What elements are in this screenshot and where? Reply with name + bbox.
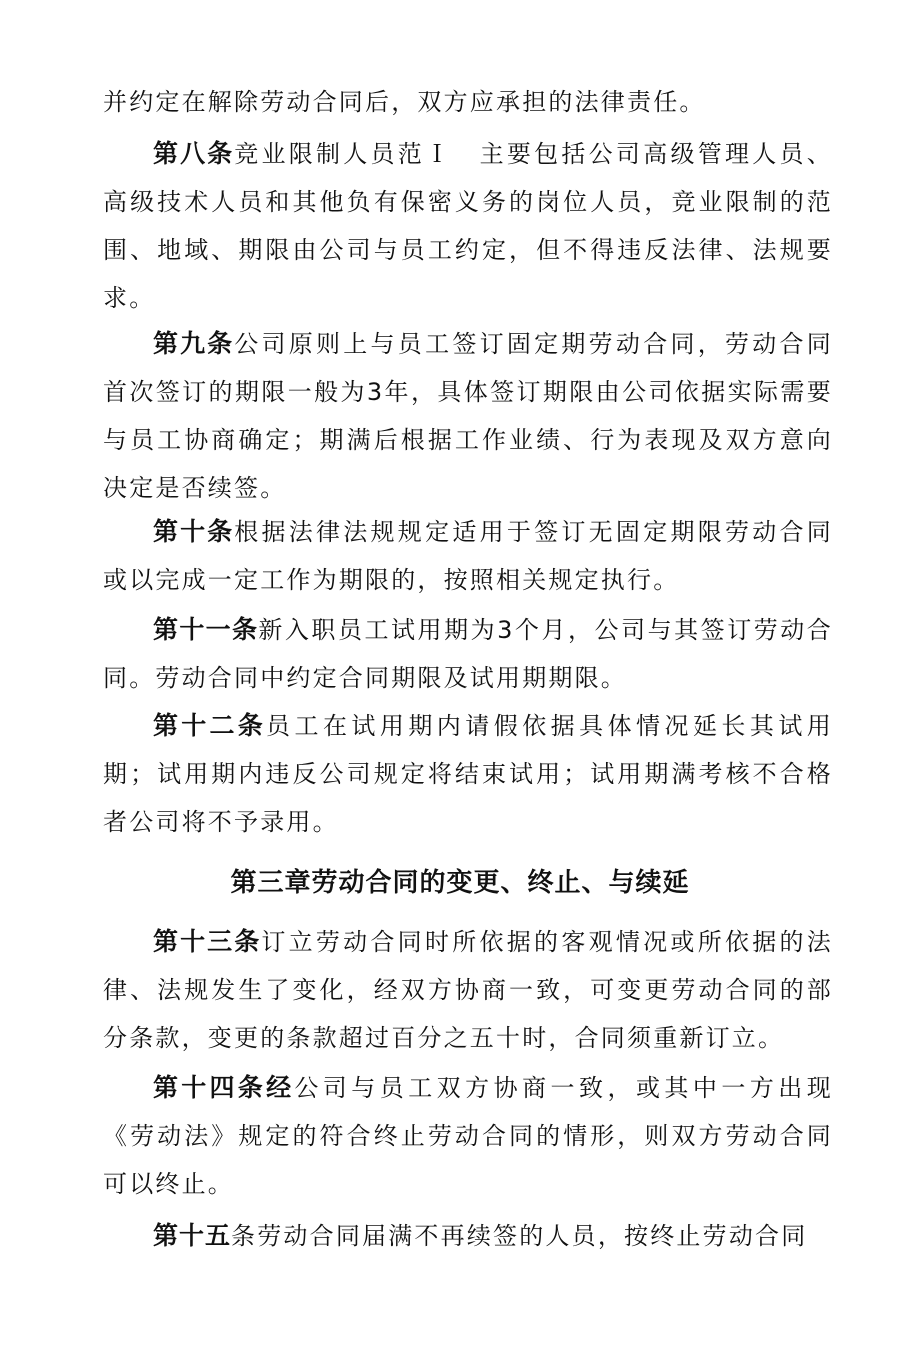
article-text: 竞业限制人员范Ｉ 主要包括公司高级管理人员、高级技术人员和其他负有保密义务的岗位人员，竞业限制的范围、地域、期限由公司与员工约定，但不得违反法律、法规要求。 xyxy=(103,140,833,312)
article-heading: 第八条 xyxy=(153,139,235,168)
article-12 xyxy=(103,702,833,846)
intro-paragraph: 并约定在解除劳动合同后，双方应承担的法律责任。 xyxy=(103,88,706,116)
chapter-title: 第三章劳动合同的变更、终止、与续延 xyxy=(230,868,690,898)
article-heading: 第十二条 xyxy=(153,711,267,740)
article-text: 条劳动合同届满不再续签的人员，按终止劳动合同 xyxy=(231,1222,808,1250)
article-text: 公司与员工双方协商一致，或其中一方出现《劳动法》规定的符合终止劳动合同的情形，则双方劳动合同可以终止。 xyxy=(103,1074,833,1198)
article-8 xyxy=(103,130,833,322)
article-text: 员工在试用期内请假依据具体情况延长其试用期；试用期内违反公司规定将结束试用；试用期满考核不合格者公司将不予录用。 xyxy=(103,712,833,836)
article-14 xyxy=(103,1064,833,1208)
article-heading: 第十三条 xyxy=(153,927,262,956)
article-heading: 第十五 xyxy=(153,1221,232,1250)
article-13 xyxy=(103,918,833,1062)
article-10 xyxy=(103,508,833,604)
article-text: 公司原则上与员工签订固定期劳动合同，劳动合同首次签订的期限一般为3年，具体签订期限由公司依据实际需要与员工协商确定；期满后根据工作业绩、行为表现及双方意向决定是否续签。 xyxy=(103,330,833,502)
article-text: 订立劳动合同时所依据的客观情况或所依据的法律、法规发生了变化，经双方协商一致，可变更劳动合同的部分条款，变更的条款超过百分之五十时，合同须重新订立。 xyxy=(103,928,833,1052)
article-heading: 第十一条 xyxy=(153,615,259,644)
article-11 xyxy=(103,606,833,702)
article-heading: 第十条 xyxy=(153,517,235,546)
article-text: 根据法律法规规定适用于签订无固定期限劳动合同或以完成一定工作为期限的，按照相关规定执行。 xyxy=(103,518,833,594)
article-9 xyxy=(103,320,833,512)
article-text: 新入职员工试用期为3个月，公司与其签订劳动合同。劳动合同中约定合同期限及试用期期限。 xyxy=(103,616,833,692)
article-15 xyxy=(103,1212,833,1260)
article-heading: 第九条 xyxy=(153,329,235,358)
article-heading: 第十四条经 xyxy=(153,1073,295,1102)
